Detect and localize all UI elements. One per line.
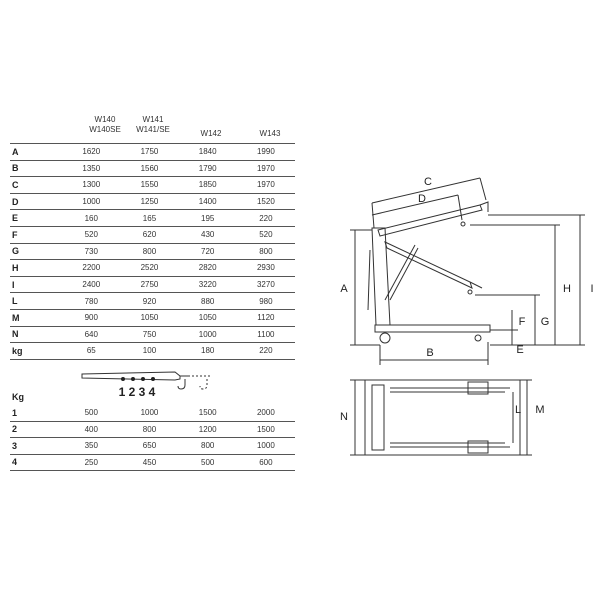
label-n: N <box>340 411 348 423</box>
label-e: E <box>516 344 524 356</box>
extension-line <box>480 178 486 200</box>
table-row <box>10 177 295 194</box>
table-cell: 1100 <box>237 326 295 343</box>
row-label: H <box>10 260 62 277</box>
table-cell: 400 <box>62 421 120 438</box>
row-label: kg <box>10 343 62 360</box>
table-cell: 3270 <box>237 276 295 293</box>
table-cell: 500 <box>62 405 120 421</box>
position-dot-3 <box>141 377 145 381</box>
column-header-line1: W143 <box>259 129 281 138</box>
table-cell: 100 <box>120 343 178 360</box>
position-dot-2 <box>131 377 135 381</box>
row-label: B <box>10 160 62 177</box>
table-cell: 620 <box>120 226 178 243</box>
column-header-line1: W140 <box>94 115 116 124</box>
table-row <box>10 343 295 360</box>
label-c: C <box>424 176 432 188</box>
row-label: I <box>10 276 62 293</box>
boom-lowered <box>385 242 472 288</box>
crane-top-view-diagram <box>330 370 600 480</box>
table-cell: 1560 <box>120 160 178 177</box>
row-label: C <box>10 177 62 194</box>
row-label: 3 <box>10 438 62 455</box>
table-cell: 1500 <box>237 421 295 438</box>
crane-side-view-diagram <box>330 150 600 370</box>
column-header-line2: W140SE <box>89 125 121 134</box>
table-row <box>10 438 295 455</box>
table-cell: 800 <box>179 438 237 455</box>
table-cell: 1000 <box>237 438 295 455</box>
table-row <box>10 276 295 293</box>
table-cell: 1200 <box>179 421 237 438</box>
table-cell: 2750 <box>120 276 178 293</box>
table-cell: 2930 <box>237 260 295 277</box>
table-cell: 800 <box>120 243 178 260</box>
row-label: F <box>10 226 62 243</box>
label-b: B <box>426 347 434 359</box>
table-cell: 720 <box>179 243 237 260</box>
row-label: D <box>10 193 62 210</box>
table-row <box>10 226 295 243</box>
dimension-table-header <box>0 115 300 143</box>
table-cell: 920 <box>120 293 178 310</box>
table-cell: 195 <box>179 210 237 227</box>
table-cell: 640 <box>62 326 120 343</box>
table-cell: 780 <box>62 293 120 310</box>
table-cell: 880 <box>179 293 237 310</box>
position-label-3: 3 <box>138 385 146 399</box>
table-cell: 730 <box>62 243 120 260</box>
table-row <box>10 210 295 227</box>
table-cell: 520 <box>237 226 295 243</box>
row-label: N <box>10 326 62 343</box>
row-label: 4 <box>10 454 62 471</box>
table-cell: 1990 <box>237 144 295 161</box>
table-cell: 250 <box>62 454 120 471</box>
table-cell: 1620 <box>62 144 120 161</box>
table-cell: 800 <box>120 421 178 438</box>
table-cell: 1400 <box>179 193 237 210</box>
table-row <box>10 405 295 421</box>
base-leg <box>375 325 490 332</box>
table-cell: 160 <box>62 210 120 227</box>
extension-line <box>372 203 374 228</box>
table-cell: 2520 <box>120 260 178 277</box>
column-header-line2: W141/SE <box>136 125 170 134</box>
table-cell: 1840 <box>179 144 237 161</box>
table-cell: 600 <box>237 454 295 471</box>
position-label-2: 2 <box>128 385 136 399</box>
table-cell: 1790 <box>179 160 237 177</box>
row-label: E <box>10 210 62 227</box>
table-cell: 1970 <box>237 160 295 177</box>
table-cell: 800 <box>237 243 295 260</box>
table-cell: 3220 <box>179 276 237 293</box>
table-cell: 1520 <box>237 193 295 210</box>
table-row <box>10 326 295 343</box>
mast-side-line <box>368 250 370 310</box>
table-cell: 2000 <box>237 405 295 421</box>
column-header-w141 <box>123 115 183 135</box>
table-row <box>10 243 295 260</box>
label-f: F <box>518 316 526 328</box>
table-row <box>10 144 295 161</box>
label-g: G <box>540 316 550 328</box>
table-cell: 1750 <box>120 144 178 161</box>
row-label: A <box>10 144 62 161</box>
label-l: L <box>514 404 522 416</box>
label-m: M <box>535 404 545 416</box>
label-i: I <box>590 283 594 295</box>
table-cell: 1120 <box>237 309 295 326</box>
table-row <box>10 454 295 471</box>
table-cell: 165 <box>120 210 178 227</box>
dimension-table <box>10 143 295 360</box>
table-row <box>10 193 295 210</box>
dimension-line-d <box>372 195 458 215</box>
row-label: 2 <box>10 421 62 438</box>
load-capacity-table <box>10 405 295 471</box>
table-cell: 1000 <box>120 405 178 421</box>
table-cell: 1250 <box>120 193 178 210</box>
hook-raised-icon <box>461 222 465 226</box>
row-label: L <box>10 293 62 310</box>
table-cell: 2400 <box>62 276 120 293</box>
table-row <box>10 293 295 310</box>
position-label-1: 1 <box>118 385 126 399</box>
table-cell: 180 <box>179 343 237 360</box>
table-cell: 980 <box>237 293 295 310</box>
table-cell: 220 <box>237 210 295 227</box>
table-cell: 1000 <box>62 193 120 210</box>
table-cell: 2820 <box>179 260 237 277</box>
load-table-header: Kg <box>12 392 24 402</box>
boom-positions-diagram <box>80 366 220 400</box>
column-header-w143 <box>240 129 300 139</box>
label-a: A <box>340 283 348 295</box>
table-row <box>10 260 295 277</box>
table-row <box>10 421 295 438</box>
table-cell: 450 <box>120 454 178 471</box>
table-row <box>10 160 295 177</box>
row-label: M <box>10 309 62 326</box>
position-dot-4 <box>151 377 155 381</box>
table-cell: 65 <box>62 343 120 360</box>
table-cell: 1300 <box>62 177 120 194</box>
table-cell: 520 <box>62 226 120 243</box>
column-header-w142 <box>181 129 241 139</box>
hook-icon <box>178 379 185 389</box>
hook-dashed-icon <box>200 379 207 389</box>
table-cell: 750 <box>120 326 178 343</box>
boom-arm-outline <box>82 372 180 380</box>
table-cell: 1350 <box>62 160 120 177</box>
table-cell: 350 <box>62 438 120 455</box>
table-cell: 1550 <box>120 177 178 194</box>
table-cell: 1850 <box>179 177 237 194</box>
hook-lowered-icon <box>468 290 472 294</box>
position-dot-1 <box>121 377 125 381</box>
base-frame <box>365 380 520 455</box>
table-cell: 500 <box>179 454 237 471</box>
column-header-line1: W142 <box>200 129 222 138</box>
table-cell: 430 <box>179 226 237 243</box>
table-cell: 220 <box>237 343 295 360</box>
table-cell: 2200 <box>62 260 120 277</box>
table-cell: 1000 <box>179 326 237 343</box>
position-label-4: 4 <box>148 385 156 399</box>
label-d: D <box>418 193 426 205</box>
table-cell: 1970 <box>237 177 295 194</box>
rear-crossmember <box>372 385 384 450</box>
front-wheel <box>475 335 481 341</box>
rear-wheel <box>380 333 390 343</box>
column-header-line1: W141 <box>142 115 164 124</box>
label-h: H <box>563 283 571 295</box>
table-cell: 900 <box>62 309 120 326</box>
hydraulic-cylinder <box>385 245 415 300</box>
table-cell: 1050 <box>120 309 178 326</box>
table-cell: 1050 <box>179 309 237 326</box>
table-row <box>10 309 295 326</box>
table-cell: 1500 <box>179 405 237 421</box>
row-label: 1 <box>10 405 62 421</box>
table-cell: 650 <box>120 438 178 455</box>
row-label: G <box>10 243 62 260</box>
